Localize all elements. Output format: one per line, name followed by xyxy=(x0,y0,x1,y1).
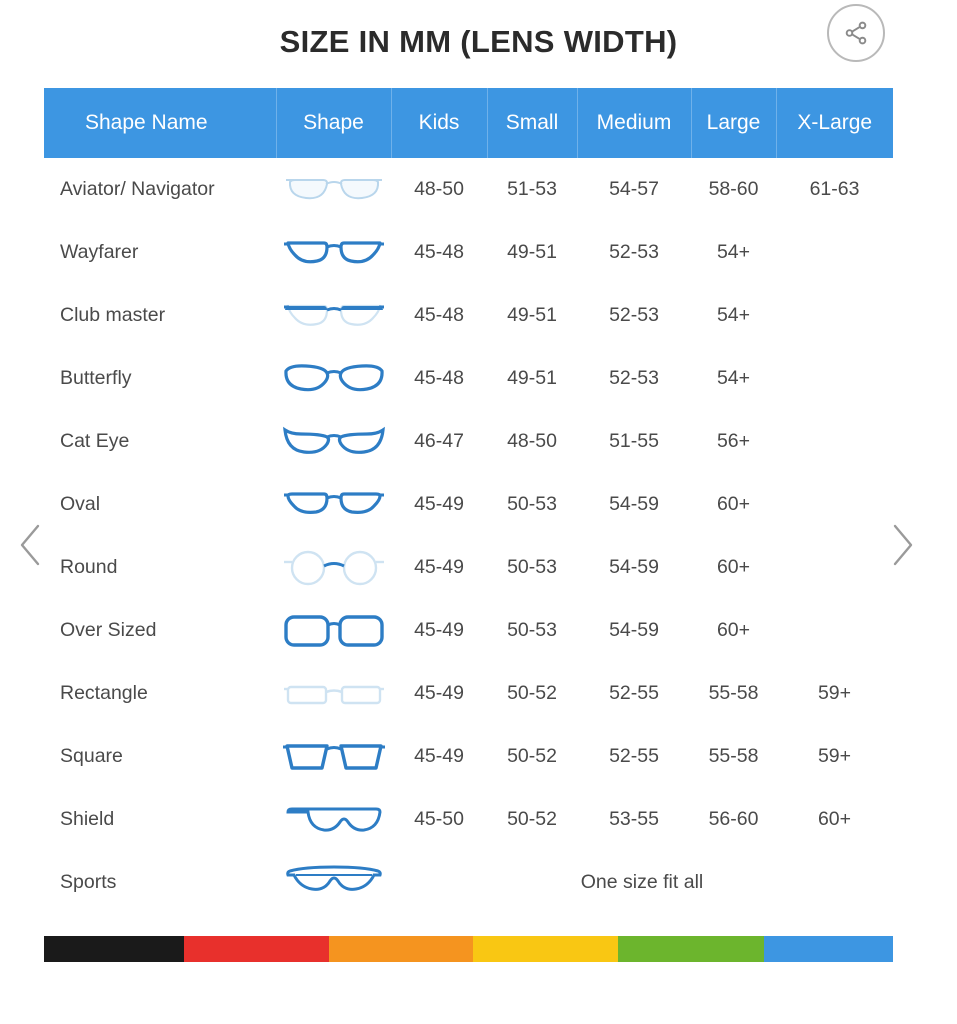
oversized-glasses-icon xyxy=(276,599,391,662)
table-row xyxy=(44,221,893,284)
table-row xyxy=(44,536,893,599)
table-body xyxy=(44,158,893,914)
cell-xlarge xyxy=(776,284,893,347)
row-label: Wayfarer xyxy=(44,221,276,284)
table-row xyxy=(44,410,893,473)
cell-kids: 45-48 xyxy=(391,221,487,284)
cell-large: 55-58 xyxy=(691,725,776,788)
cell-small: 48-50 xyxy=(487,410,577,473)
cell-large: 55-58 xyxy=(691,662,776,725)
cell-medium: 51-55 xyxy=(577,410,691,473)
cell-small: 50-52 xyxy=(487,725,577,788)
chevron-right-icon xyxy=(887,520,927,570)
share-icon xyxy=(843,20,869,46)
color-swatch-red xyxy=(184,936,329,962)
cell-xlarge: 61-63 xyxy=(776,158,893,221)
aviator-glasses-icon xyxy=(276,158,391,221)
column-header-small: Small xyxy=(487,88,577,158)
cell-xlarge: 59+ xyxy=(776,662,893,725)
cell-large: 56+ xyxy=(691,410,776,473)
size-table xyxy=(44,88,893,914)
table-row xyxy=(44,725,893,788)
wayfarer-glasses-icon xyxy=(276,221,391,284)
row-label: Cat Eye xyxy=(44,410,276,473)
shield-glasses-icon xyxy=(276,788,391,851)
title-bar xyxy=(0,0,957,88)
size-table-container xyxy=(44,88,893,914)
column-header-kids: Kids xyxy=(391,88,487,158)
cateye-glasses-icon xyxy=(276,410,391,473)
column-header-shape: Shape xyxy=(276,88,391,158)
column-header-xlarge: X-Large xyxy=(776,88,893,158)
cell-medium: 54-59 xyxy=(577,473,691,536)
row-label: Aviator/ Navigator xyxy=(44,158,276,221)
cell-kids: 45-48 xyxy=(391,284,487,347)
cell-xlarge xyxy=(776,347,893,410)
table-row xyxy=(44,473,893,536)
cell-large: 54+ xyxy=(691,347,776,410)
row-label: Butterfly xyxy=(44,347,276,410)
table-row xyxy=(44,158,893,221)
square-glasses-icon xyxy=(276,725,391,788)
one-size-note: One size fit all xyxy=(391,851,893,914)
cell-large: 54+ xyxy=(691,284,776,347)
rectangle-glasses-icon xyxy=(276,662,391,725)
table-header xyxy=(44,88,893,158)
cell-medium: 52-53 xyxy=(577,347,691,410)
column-header-large: Large xyxy=(691,88,776,158)
cell-kids: 48-50 xyxy=(391,158,487,221)
table-header-row xyxy=(44,88,893,158)
row-label: Square xyxy=(44,725,276,788)
table-row xyxy=(44,284,893,347)
previous-arrow-button[interactable] xyxy=(16,520,56,570)
cell-large: 60+ xyxy=(691,473,776,536)
color-swatch-yellow xyxy=(473,936,618,962)
page-title: SIZE IN MM (LENS WIDTH) xyxy=(279,24,678,59)
cell-large: 60+ xyxy=(691,599,776,662)
cell-medium: 52-53 xyxy=(577,284,691,347)
table-row xyxy=(44,788,893,851)
cell-small: 51-53 xyxy=(487,158,577,221)
cell-small: 50-52 xyxy=(487,662,577,725)
cell-medium: 54-59 xyxy=(577,536,691,599)
row-label: Sports xyxy=(44,851,276,914)
cell-kids: 45-49 xyxy=(391,536,487,599)
table-row xyxy=(44,851,893,914)
cell-medium: 54-57 xyxy=(577,158,691,221)
cell-medium: 52-55 xyxy=(577,662,691,725)
cell-xlarge xyxy=(776,410,893,473)
row-label: Club master xyxy=(44,284,276,347)
row-label: Round xyxy=(44,536,276,599)
row-label: Shield xyxy=(44,788,276,851)
cell-kids: 46-47 xyxy=(391,410,487,473)
row-label: Rectangle xyxy=(44,662,276,725)
cell-large: 54+ xyxy=(691,221,776,284)
row-label: Oval xyxy=(44,473,276,536)
cell-large: 60+ xyxy=(691,536,776,599)
cell-xlarge: 59+ xyxy=(776,725,893,788)
color-swatch-green xyxy=(618,936,764,962)
cell-kids: 45-49 xyxy=(391,725,487,788)
cell-medium: 52-53 xyxy=(577,221,691,284)
cell-xlarge xyxy=(776,536,893,599)
cell-small: 50-53 xyxy=(487,473,577,536)
table-row xyxy=(44,599,893,662)
cell-medium: 53-55 xyxy=(577,788,691,851)
cell-xlarge xyxy=(776,599,893,662)
cell-xlarge xyxy=(776,221,893,284)
cell-kids: 45-49 xyxy=(391,599,487,662)
cell-xlarge: 60+ xyxy=(776,788,893,851)
row-label: Over Sized xyxy=(44,599,276,662)
color-swatch-black xyxy=(44,936,184,962)
round-glasses-icon xyxy=(276,536,391,599)
cell-small: 49-51 xyxy=(487,284,577,347)
column-header-shape-name: Shape Name xyxy=(44,88,276,158)
butterfly-glasses-icon xyxy=(276,347,391,410)
oval-glasses-icon xyxy=(276,473,391,536)
cell-small: 50-52 xyxy=(487,788,577,851)
cell-small: 50-53 xyxy=(487,536,577,599)
share-button[interactable] xyxy=(827,4,885,62)
cell-medium: 52-55 xyxy=(577,725,691,788)
cell-small: 49-51 xyxy=(487,347,577,410)
chevron-left-icon xyxy=(16,520,56,570)
cell-large: 58-60 xyxy=(691,158,776,221)
sports-glasses-icon xyxy=(276,851,391,914)
cell-medium: 54-59 xyxy=(577,599,691,662)
next-arrow-button[interactable] xyxy=(887,520,927,570)
color-swatch-orange xyxy=(329,936,473,962)
color-strip xyxy=(44,936,893,962)
color-swatch-blue xyxy=(764,936,893,962)
cell-large: 56-60 xyxy=(691,788,776,851)
cell-small: 49-51 xyxy=(487,221,577,284)
cell-small: 50-53 xyxy=(487,599,577,662)
clubmaster-glasses-icon xyxy=(276,284,391,347)
table-row xyxy=(44,347,893,410)
cell-kids: 45-49 xyxy=(391,473,487,536)
cell-xlarge xyxy=(776,473,893,536)
table-row xyxy=(44,662,893,725)
cell-kids: 45-48 xyxy=(391,347,487,410)
column-header-medium: Medium xyxy=(577,88,691,158)
cell-kids: 45-49 xyxy=(391,662,487,725)
cell-kids: 45-50 xyxy=(391,788,487,851)
